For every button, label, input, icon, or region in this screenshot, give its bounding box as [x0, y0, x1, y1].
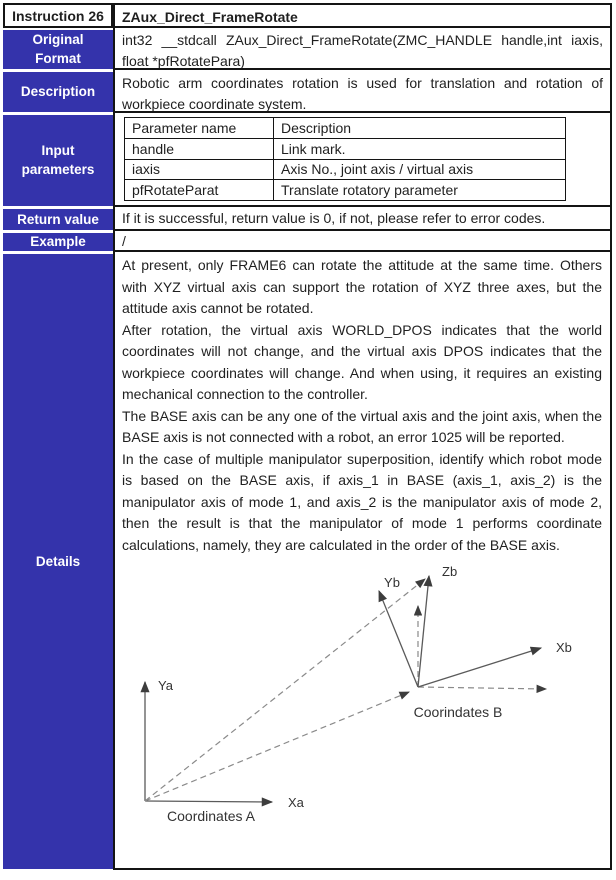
xb-axis-label: Xb	[556, 640, 572, 655]
return-value-text: If it is successful, return value is 0, if not, please refer to error codes.	[113, 207, 612, 231]
frame-b-caption: Coorindates B	[413, 704, 503, 720]
instruction-number-cell: Instruction 26	[3, 3, 113, 28]
parameter-name-header: Parameter name	[125, 118, 274, 139]
original-format-row	[3, 28, 612, 70]
details-paragraph: The BASE axis can be any one of the virtual axis and the joint axis, when the BASE axis is not connected with a robot, an error 1025 will be reported.	[122, 407, 602, 445]
details-cell	[113, 252, 612, 870]
param-name: pfRotateParat	[125, 180, 274, 201]
details-row	[3, 252, 612, 870]
coordinate-frames-diagram	[122, 558, 612, 824]
title-row	[3, 3, 612, 28]
param-name: handle	[125, 138, 274, 159]
original-format-label: Original Format	[3, 30, 113, 69]
parameter-desc-header: Description	[274, 118, 566, 139]
description-label: Description	[3, 72, 113, 112]
return-value-label: Return value	[3, 209, 113, 230]
details-label: Details	[3, 254, 113, 869]
frame-b-x-axis	[418, 648, 541, 687]
zb-axis-label: Zb	[442, 564, 458, 579]
param-row	[125, 180, 566, 201]
frame-b-z-axis	[418, 576, 429, 687]
instruction-table	[3, 3, 612, 870]
param-desc: Translate rotatory parameter	[274, 180, 566, 201]
example-label: Example	[3, 233, 113, 251]
xa-axis-label: Xa	[288, 795, 304, 810]
parameter-header-row	[125, 118, 566, 139]
frame-b-dashed-horizontal-axis	[418, 687, 546, 689]
param-row	[125, 138, 566, 159]
translation-line-to-b-origin	[145, 692, 409, 801]
details-paragraph: At present, only FRAME6 can rotate the attitude at the same time. Others with XYZ virtual axis can support the rotation of XYZ three axes, but the attitude axis cannot be rotated.	[122, 257, 602, 316]
input-parameters-label: Input parameters	[3, 115, 113, 206]
param-name: iaxis	[125, 159, 274, 180]
yb-axis-label: Yb	[384, 575, 400, 590]
return-value-row	[3, 207, 612, 231]
description-value: Robotic arm coordinates rotation is used for translation and rotation of workpiece coordinate system.	[113, 70, 612, 113]
param-desc: Axis No., joint axis / virtual axis	[274, 159, 566, 180]
details-paragraph: After rotation, the virtual axis WORLD_DPOS indicates that the world coordinates will not change, and the virtual axis DPOS indicates that the workpiece coordinates will change. And when using, it requires an existing mechanical connection to the controller.	[122, 321, 602, 402]
original-format-value: int32 __stdcall ZAux_Direct_FrameRotate(ZMC_HANDLE handle,int iaxis, float *pfRotatePara)	[113, 28, 612, 70]
input-parameters-cell	[113, 113, 612, 207]
function-name-cell: ZAux_Direct_FrameRotate	[113, 3, 612, 28]
input-parameters-row	[3, 113, 612, 207]
param-desc: Link mark.	[274, 138, 566, 159]
description-row	[3, 70, 612, 113]
param-row	[125, 159, 566, 180]
example-row	[3, 231, 612, 252]
frame-b-y-axis	[379, 591, 418, 687]
example-value: /	[113, 231, 612, 252]
frame-a-x-axis	[145, 801, 272, 802]
ya-axis-label: Ya	[158, 678, 173, 693]
details-paragraph: In the case of multiple manipulator superposition, identify which robot mode is based on the BASE axis, if axis_1 in BASE (axis_1, axis_2) is the manipulator axis of mode 1, and axis_2 is the manipulator axis of mode 2, then the result is that the manipulator of mode 1 performs coordinate calculations, namely, they are calculated in the order of the BASE axis.	[122, 450, 602, 553]
parameter-table	[124, 117, 566, 201]
translation-line-to-zb-tip	[145, 579, 425, 801]
frame-a-caption: Coordinates A	[167, 808, 255, 824]
